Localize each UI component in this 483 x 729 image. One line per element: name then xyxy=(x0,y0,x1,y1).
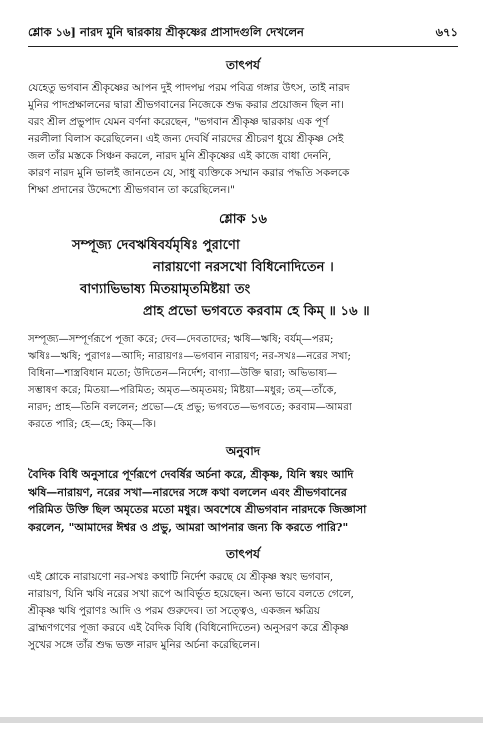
purport-line: জল তাঁর মস্তকে সিঞ্চন করলে, নারদ মুনি শ্রীকৃষ্ণের এই কাজে বাধা দেননি, xyxy=(28,150,332,162)
purport-line: কারণ নারদ মুনি ভালই জানতেন যে, সাধু ব্যক্তিকে সম্মান করার পদ্ধতি সকলকে xyxy=(28,167,350,179)
verse-line: বাণ্যাভিভাষ্য মিতয়ামৃতমিষ্টয়া তং xyxy=(80,282,251,297)
verse-title: শ্লোক ১৬ xyxy=(218,212,268,227)
book-page xyxy=(28,10,458,654)
verse-line: নারায়ণো নরসখো বিধিনোদিতেন । xyxy=(153,260,334,275)
verse-line: প্রাহ প্রভো ভগবতে করবাম হে কিম্ ॥ ১৬ ॥ xyxy=(143,304,370,319)
translation-line: ঋষি—নারায়ণ, নরের সখা—নারদের সঙ্গে কথা বললেন এবং শ্রীভগবানের xyxy=(28,485,347,499)
synonym-line: করতে পারি; হে—হে; কিম্—কি। xyxy=(28,419,157,430)
synonym-line: বিধিনা—শাস্ত্রবিধান মতো; উদিতেন—নির্দেশ; বাণ্যা—উক্তি দ্বারা; অভিভাষ্য— xyxy=(28,368,338,379)
purport-line: এই শ্লোকে নারায়ণো নর-সখঃ কথাটি নির্দেশ করছে যে শ্রীকৃষ্ণ স্বয়ং ভগবান, xyxy=(28,571,334,583)
translation-paragraph xyxy=(28,466,458,536)
page-number: ৬৭১ xyxy=(435,25,458,39)
purport-line: বরং শ্রীল প্রভুপাদ যেমন বর্ণনা করেছেন, "ভগবান শ্রীকৃষ্ণ দ্বারকায় এক পূর্ণ xyxy=(28,116,329,128)
purport-line: শ্রীকৃষ্ণ ঋষি পুরাণঃ আদি ও পরম গুরুদেব। তা সত্ত্বেও, একজন ক্ষত্রিয় xyxy=(28,605,320,617)
verse-line: সম্পূজ্য দেবঋষিবর্যমৃষিঃ পুরাণো xyxy=(72,238,240,253)
purport-paragraph-2 xyxy=(28,569,458,654)
translation-line: করলেন, "আমাদের ঈশ্বর ও প্রভু, আমরা আপনার জন্য কি করতে পারি?" xyxy=(28,520,349,534)
running-header xyxy=(28,24,458,47)
synonyms-paragraph xyxy=(28,331,458,433)
purport-line: নারায়ণ, যিনি ঋষি নরের সখা রূপে আবির্ভূত হয়েছেন। অন্য ভাবে বলতে গেলে, xyxy=(28,588,354,600)
purport-line: ব্রাহ্মণগণের পূজা করবে এই বৈদিক বিধি (বিধিনোদিতেন) অনুসরণ করে শ্রীকৃষ্ণ xyxy=(28,622,349,634)
purport-line: শিক্ষা প্রদানের উদ্দেশ্যে শ্রীভগবান তা করেছিলেন।" xyxy=(28,184,235,196)
sanskrit-verse xyxy=(28,235,458,323)
translation-line: পরিমিত উক্তি ছিল অমৃতের মতো মধুর। অবশেষে শ্রীভগবান নারদকে জিজ্ঞাসা xyxy=(28,503,367,516)
purport-line: মুনির পাদপ্রক্ষালনের দ্বারা শ্রীভগবানের নিজেকে শুদ্ধ করার প্রয়োজন ছিল না। xyxy=(28,99,344,111)
purport-line: নরলীলা বিলাস করেছিলেন। এই জন্য দেবর্ষি নারদের শ্রীচরণ ধুয়ে শ্রীকৃষ্ণ সেই xyxy=(28,133,344,145)
purport-line: যেহেতু ভগবান শ্রীকৃষ্ণের আপন দুই পাদপদ্ম পরম পবিত্র গঙ্গার উৎস, তাই নারদ xyxy=(28,82,350,94)
synonym-line: নারদ; প্রাহ—তিনি বললেন; প্রভো—হে প্রভু; ভগবতে—ভগবতে; করবাম—আমরা xyxy=(28,402,352,413)
purport-heading: তাৎপর্য xyxy=(226,58,260,72)
synonym-line: ঋষিঃ—ঋষি; পুরাণঃ—আদি; নারায়ণঃ—ভগবান নারায়ণ; নর-সখঃ—নরের সখা; xyxy=(28,351,351,362)
chapter-header: শ্লোক ১৬] নারদ মুনি দ্বারকায় শ্রীকৃষ্ণের প্রাসাদগুলি দেখলেন xyxy=(28,25,304,39)
page-bottom-border xyxy=(0,717,483,723)
purport-paragraph xyxy=(28,80,458,199)
purport-heading-2: তাৎপর্য xyxy=(226,547,260,561)
synonym-line: সম্পূজ্য—সম্পূর্ণরূপে পূজা করে; দেব—দেবতাদের; ঋষি—ঋষি; বর্যম্—পরম; xyxy=(28,334,334,345)
translation-line: বৈদিক বিধি অনুসারে পূর্ণরূপে দেবর্ষির অর্চনা করে, শ্রীকৃষ্ণ, যিনি স্বয়ং আদি xyxy=(28,468,354,481)
purport-line: সুখের সঙ্গে তাঁর শুদ্ধ ভক্ত নারদ মুনির অর্চনা করেছিলেন। xyxy=(28,639,260,651)
synonym-line: সম্ভাষণ করে; মিতয়া—পরিমিত; অমৃত—অমৃতময়; মিষ্টয়া—মধুর; তম্—তাঁকে, xyxy=(28,385,337,396)
translation-heading: অনুবাদ xyxy=(225,444,261,458)
